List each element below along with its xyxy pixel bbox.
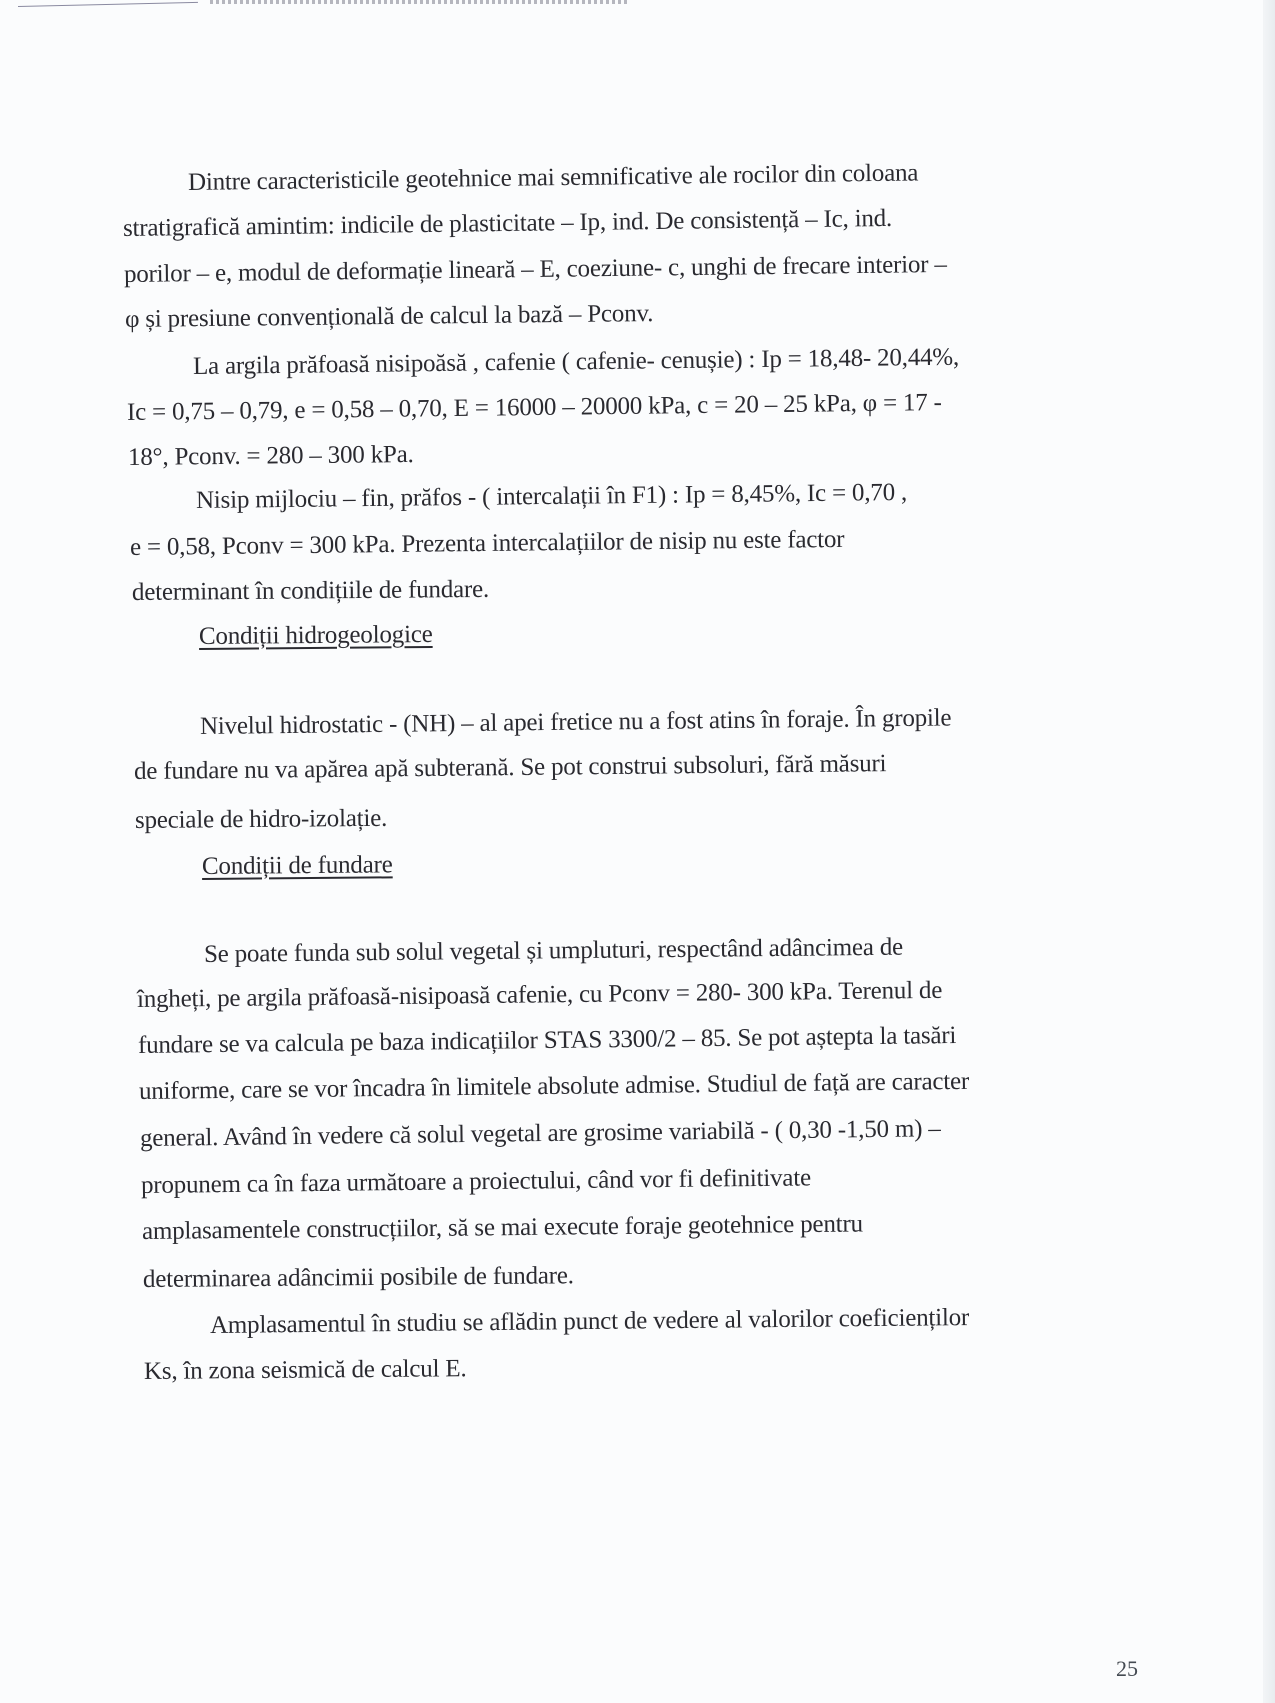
text-line: Se poate funda sub solul vegetal și umpluturi, respectând adâncimea de — [203, 933, 904, 968]
text-line: îngheți, pe argila prăfoasă-nisipoasă cafenie, cu Pconv = 280- 300 kPa. Terenul de — [136, 976, 943, 1013]
text-line: Nisip mijlociu – fin, prăfos - ( intercalații în F1) : Ip = 8,45%, Ic = 0,70 , — [195, 478, 908, 514]
text-line: determinarea adâncimii posibile de fundare. — [142, 1262, 574, 1293]
section-heading-foundation: Condiții de fundare — [201, 851, 393, 880]
page-number: 25 — [1116, 1656, 1138, 1681]
text-line: porilor – e, modul de deformație lineară – E, coeziune- c, unghi de frecare interior – — [123, 250, 947, 288]
scan-edge-top — [18, 2, 198, 7]
text-line: uniforme, care se vor încadra în limitele absolute admise. Studiul de față are caracter — [138, 1067, 970, 1105]
text-line: determinant în condițiile de fundare. — [131, 575, 490, 606]
text-line: 18°, Pconv. = 280 – 300 kPa. — [127, 441, 414, 471]
text-line: e = 0,58, Pconv = 300 kPa. Prezenta intercalațiilor de nisip nu este factor — [129, 525, 845, 561]
text-line: Nivelul hidrostatic - (NH) – al apei fretice nu a fost atins în foraje. În gropile — [199, 704, 952, 740]
text-line: amplasamentele construcțiilor, să se mai execute foraje geotehnice pentru — [141, 1210, 863, 1245]
text-line: Ic = 0,75 – 0,79, e = 0,58 – 0,70, E = 16000 – 20000 kPa, c = 20 – 25 kPa, φ = 17 - — [126, 389, 942, 426]
text-line: speciale de hidro-izolație. — [134, 804, 388, 834]
text-line: de fundare nu va apărea apă subterană. Se pot construi subsoluri, fără măsuri — [133, 750, 887, 785]
right-page-edge — [1263, 0, 1275, 1703]
text-line: Ks, în zona seismică de calcul E. — [143, 1355, 467, 1385]
text-line: stratigrafică amintim: indicile de plasticitate – Ip, ind. De consistență – Ic, ind. — [122, 204, 893, 242]
section-heading-hydrogeology: Condiții hidrogeologice — [198, 620, 433, 650]
header-remnant — [210, 0, 630, 4]
text-line: Amplasamentul în studiu se aflădin punct de vedere al valorilor coeficienților — [209, 1304, 970, 1339]
text-line: propunem ca în faza următoare a proiectului, când vor fi definitivate — [140, 1164, 812, 1199]
text-line: La argila prăfoasă nisipoăsă , cafenie ( cafenie- cenușie) : Ip = 18,48- 20,44%, — [192, 343, 960, 380]
text-line: general. Având în vedere că solul vegetal are grosime variabilă - ( 0,30 -1,50 m) – — [139, 1115, 941, 1152]
text-line: Dintre caracteristicile geotehnice mai semnificative ale rocilor din coloana — [187, 159, 919, 196]
text-line: fundare se va calcula pe baza indicațiilor STAS 3300/2 – 85. Se pot aștepta la tasări — [137, 1022, 957, 1059]
text-line: φ și presiune convențională de calcul la bază – Pconv. — [124, 300, 654, 333]
